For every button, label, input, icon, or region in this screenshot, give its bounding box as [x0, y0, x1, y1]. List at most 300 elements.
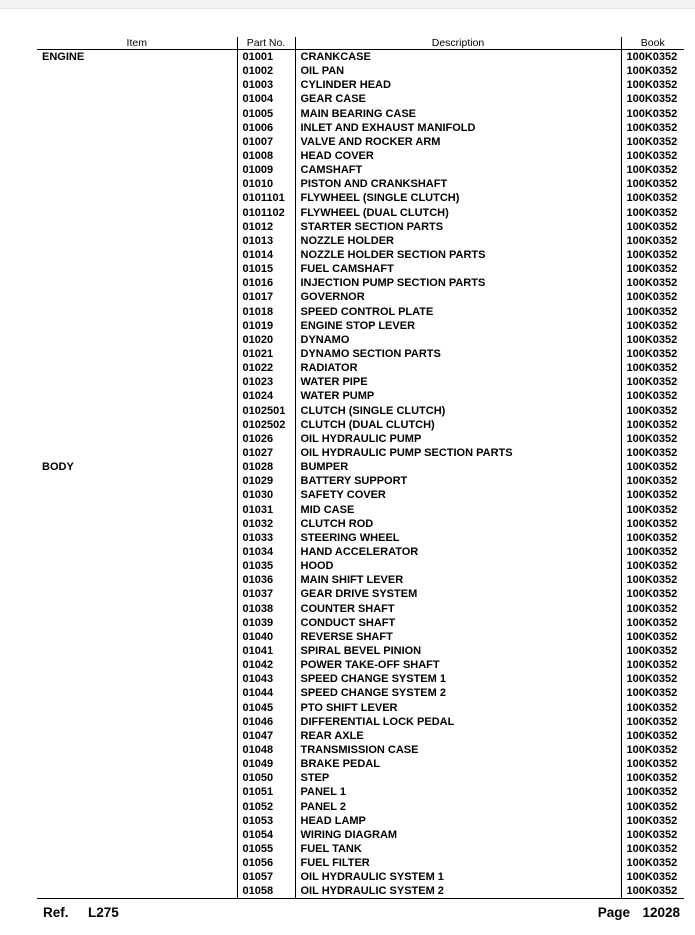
row-part-no: 0102501 — [237, 404, 295, 418]
row-book: 100K0352 — [621, 573, 684, 587]
row-part-no: 01039 — [237, 616, 295, 630]
row-part-no: 01035 — [237, 559, 295, 573]
table-row — [37, 474, 684, 488]
page-number: 12028 — [642, 905, 680, 920]
row-book: 100K0352 — [621, 474, 684, 488]
table-row — [37, 503, 684, 517]
table-row — [37, 418, 684, 432]
table-row — [37, 700, 684, 714]
page-footer — [43, 905, 680, 923]
row-description: HOOD — [295, 559, 621, 573]
row-description: DYNAMO SECTION PARTS — [295, 347, 621, 361]
row-book: 100K0352 — [621, 771, 684, 785]
row-book: 100K0352 — [621, 149, 684, 163]
row-item — [37, 361, 237, 375]
row-description: CRANKCASE — [295, 50, 621, 65]
row-part-no: 01033 — [237, 531, 295, 545]
row-item — [37, 432, 237, 446]
row-description: VALVE AND ROCKER ARM — [295, 135, 621, 149]
row-item — [37, 446, 237, 460]
row-book: 100K0352 — [621, 686, 684, 700]
row-part-no: 01023 — [237, 375, 295, 389]
row-part-no: 01052 — [237, 799, 295, 813]
ref-value: L275 — [88, 905, 119, 920]
row-description: CYLINDER HEAD — [295, 78, 621, 92]
row-item — [37, 587, 237, 601]
table-row — [37, 601, 684, 615]
row-description: FUEL FILTER — [295, 856, 621, 870]
row-part-no: 01017 — [237, 290, 295, 304]
row-part-no: 01026 — [237, 432, 295, 446]
row-item: BODY — [42, 461, 74, 474]
table-header — [37, 37, 684, 50]
row-book: 100K0352 — [621, 333, 684, 347]
row-item — [37, 78, 237, 92]
row-part-no: 01053 — [237, 814, 295, 828]
row-part-no: 01031 — [237, 503, 295, 517]
row-description: HEAD COVER — [295, 149, 621, 163]
row-item — [37, 658, 237, 672]
table-row — [37, 206, 684, 220]
row-part-no: 01019 — [237, 319, 295, 333]
row-item — [37, 616, 237, 630]
row-part-no: 01050 — [237, 771, 295, 785]
table-row — [37, 799, 684, 813]
row-book: 100K0352 — [621, 248, 684, 262]
table-row — [37, 460, 684, 474]
row-description: CLUTCH (SINGLE CLUTCH) — [295, 404, 621, 418]
row-item — [37, 814, 237, 828]
row-book: 100K0352 — [621, 814, 684, 828]
row-description: NOZZLE HOLDER SECTION PARTS — [295, 248, 621, 262]
row-description: RADIATOR — [295, 361, 621, 375]
row-description: HAND ACCELERATOR — [295, 545, 621, 559]
table-row — [37, 220, 684, 234]
table-row — [37, 715, 684, 729]
table-row — [37, 587, 684, 601]
table-row — [37, 828, 684, 842]
row-description: OIL PAN — [295, 64, 621, 78]
row-part-no: 01043 — [237, 672, 295, 686]
row-book: 100K0352 — [621, 375, 684, 389]
row-item — [37, 644, 237, 658]
row-description: OIL HYDRAULIC PUMP — [295, 432, 621, 446]
table-row — [37, 50, 684, 65]
table-row — [37, 771, 684, 785]
row-description: NOZZLE HOLDER — [295, 234, 621, 248]
row-book: 100K0352 — [621, 92, 684, 106]
row-item — [37, 672, 237, 686]
row-item — [37, 488, 237, 502]
table-row — [37, 121, 684, 135]
row-part-no: 01044 — [237, 686, 295, 700]
row-item — [37, 64, 237, 78]
row-part-no: 01018 — [237, 305, 295, 319]
row-book: 100K0352 — [621, 559, 684, 573]
header-item: Item — [37, 37, 237, 50]
row-item — [37, 404, 237, 418]
row-item — [37, 347, 237, 361]
row-description: REVERSE SHAFT — [295, 630, 621, 644]
row-book: 100K0352 — [621, 545, 684, 559]
row-part-no: 01042 — [237, 658, 295, 672]
table-row — [37, 658, 684, 672]
row-book: 100K0352 — [621, 531, 684, 545]
row-part-no: 01048 — [237, 743, 295, 757]
row-part-no: 01055 — [237, 842, 295, 856]
parts-table — [37, 37, 684, 899]
row-part-no: 01032 — [237, 517, 295, 531]
row-item — [37, 884, 237, 899]
row-description: ENGINE STOP LEVER — [295, 319, 621, 333]
row-book: 100K0352 — [621, 658, 684, 672]
table-row — [37, 191, 684, 205]
row-description: SPEED CHANGE SYSTEM 2 — [295, 686, 621, 700]
row-book: 100K0352 — [621, 347, 684, 361]
row-part-no: 01058 — [237, 884, 295, 899]
row-item — [37, 531, 237, 545]
row-part-no: 01040 — [237, 630, 295, 644]
page-top-border — [0, 0, 695, 9]
table-row — [37, 262, 684, 276]
row-description: PTO SHIFT LEVER — [295, 700, 621, 714]
table-row — [37, 107, 684, 121]
row-item — [37, 290, 237, 304]
row-description: MAIN BEARING CASE — [295, 107, 621, 121]
row-description: DYNAMO — [295, 333, 621, 347]
table-row — [37, 319, 684, 333]
row-description: OIL HYDRAULIC PUMP SECTION PARTS — [295, 446, 621, 460]
row-description: FUEL CAMSHAFT — [295, 262, 621, 276]
table-row — [37, 163, 684, 177]
row-part-no: 01014 — [237, 248, 295, 262]
table-row — [37, 743, 684, 757]
row-book: 100K0352 — [621, 743, 684, 757]
row-item — [37, 799, 237, 813]
row-book: 100K0352 — [621, 418, 684, 432]
row-book: 100K0352 — [621, 884, 684, 899]
row-book: 100K0352 — [621, 135, 684, 149]
row-item — [37, 305, 237, 319]
row-item — [37, 333, 237, 347]
table-row — [37, 333, 684, 347]
row-book: 100K0352 — [621, 700, 684, 714]
table-row — [37, 488, 684, 502]
row-item — [37, 206, 237, 220]
table-row — [37, 305, 684, 319]
row-book: 100K0352 — [621, 601, 684, 615]
row-item — [37, 715, 237, 729]
row-description: INLET AND EXHAUST MANIFOLD — [295, 121, 621, 135]
row-item — [37, 389, 237, 403]
row-description: GEAR CASE — [295, 92, 621, 106]
row-book: 100K0352 — [621, 389, 684, 403]
row-book: 100K0352 — [621, 50, 684, 65]
row-item — [37, 856, 237, 870]
row-part-no: 01005 — [237, 107, 295, 121]
row-part-no: 0101101 — [237, 191, 295, 205]
row-description: WATER PIPE — [295, 375, 621, 389]
row-part-no: 01002 — [237, 64, 295, 78]
row-item — [37, 517, 237, 531]
table-row — [37, 842, 684, 856]
row-item — [37, 375, 237, 389]
row-description: TRANSMISSION CASE — [295, 743, 621, 757]
row-description: STEP — [295, 771, 621, 785]
row-part-no: 01051 — [237, 785, 295, 799]
row-item — [37, 107, 237, 121]
row-item — [37, 771, 237, 785]
ref-label: Ref. — [43, 905, 69, 920]
table-row — [37, 177, 684, 191]
row-description: SPIRAL BEVEL PINION — [295, 644, 621, 658]
row-part-no: 01028 — [237, 460, 295, 474]
row-book: 100K0352 — [621, 785, 684, 799]
row-item — [37, 276, 237, 290]
row-part-no: 01056 — [237, 856, 295, 870]
row-item — [37, 545, 237, 559]
table-row — [37, 234, 684, 248]
table-row — [37, 686, 684, 700]
row-part-no: 01010 — [237, 177, 295, 191]
row-item — [37, 135, 237, 149]
row-item — [37, 785, 237, 799]
table-row — [37, 248, 684, 262]
row-book: 100K0352 — [621, 842, 684, 856]
row-book: 100K0352 — [621, 587, 684, 601]
row-description: BRAKE PEDAL — [295, 757, 621, 771]
row-item — [37, 757, 237, 771]
table-row — [37, 870, 684, 884]
table-row — [37, 78, 684, 92]
row-book: 100K0352 — [621, 78, 684, 92]
table-row — [37, 884, 684, 899]
table-row — [37, 446, 684, 460]
header-part-no: Part No. — [237, 37, 295, 50]
table-row — [37, 149, 684, 163]
row-item — [37, 234, 237, 248]
table-row — [37, 517, 684, 531]
row-book: 100K0352 — [621, 361, 684, 375]
row-description: COUNTER SHAFT — [295, 601, 621, 615]
row-part-no: 01057 — [237, 870, 295, 884]
row-book: 100K0352 — [621, 828, 684, 842]
row-book: 100K0352 — [621, 107, 684, 121]
row-book: 100K0352 — [621, 290, 684, 304]
table-row — [37, 389, 684, 403]
table-row — [37, 644, 684, 658]
row-description: SPEED CONTROL PLATE — [295, 305, 621, 319]
row-item — [37, 559, 237, 573]
row-item — [37, 149, 237, 163]
row-part-no: 01041 — [237, 644, 295, 658]
row-item — [37, 870, 237, 884]
table-row — [37, 276, 684, 290]
row-part-no: 01037 — [237, 587, 295, 601]
row-item — [37, 248, 237, 262]
row-part-no: 01001 — [237, 50, 295, 65]
row-book: 100K0352 — [621, 715, 684, 729]
row-item — [37, 474, 237, 488]
row-description: INJECTION PUMP SECTION PARTS — [295, 276, 621, 290]
row-item — [37, 177, 237, 191]
row-part-no: 01036 — [237, 573, 295, 587]
row-part-no: 01020 — [237, 333, 295, 347]
row-part-no: 01013 — [237, 234, 295, 248]
row-book: 100K0352 — [621, 305, 684, 319]
row-book: 100K0352 — [621, 757, 684, 771]
row-book: 100K0352 — [621, 799, 684, 813]
table-row — [37, 404, 684, 418]
row-part-no: 01027 — [237, 446, 295, 460]
row-description: OIL HYDRAULIC SYSTEM 1 — [295, 870, 621, 884]
row-book: 100K0352 — [621, 870, 684, 884]
row-book: 100K0352 — [621, 729, 684, 743]
header-book: Book — [621, 37, 684, 50]
row-description: PANEL 1 — [295, 785, 621, 799]
row-part-no: 0102502 — [237, 418, 295, 432]
row-part-no: 01009 — [237, 163, 295, 177]
row-part-no: 01012 — [237, 220, 295, 234]
row-description: MID CASE — [295, 503, 621, 517]
table-row — [37, 545, 684, 559]
row-description: PISTON AND CRANKSHAFT — [295, 177, 621, 191]
table-row — [37, 64, 684, 78]
row-book: 100K0352 — [621, 64, 684, 78]
row-book: 100K0352 — [621, 234, 684, 248]
row-item — [37, 503, 237, 517]
row-part-no: 01038 — [237, 601, 295, 615]
table-row — [37, 531, 684, 545]
row-book: 100K0352 — [621, 460, 684, 474]
row-book: 100K0352 — [621, 446, 684, 460]
table-row — [37, 785, 684, 799]
row-part-no: 01021 — [237, 347, 295, 361]
row-description: CLUTCH (DUAL CLUTCH) — [295, 418, 621, 432]
row-description: STARTER SECTION PARTS — [295, 220, 621, 234]
row-part-no: 0101102 — [237, 206, 295, 220]
row-item — [37, 842, 237, 856]
table-row — [37, 573, 684, 587]
table-row — [37, 347, 684, 361]
row-part-no: 01054 — [237, 828, 295, 842]
row-book: 100K0352 — [621, 276, 684, 290]
row-item — [37, 700, 237, 714]
row-book: 100K0352 — [621, 404, 684, 418]
row-part-no: 01015 — [237, 262, 295, 276]
row-description: HEAD LAMP — [295, 814, 621, 828]
table-row — [37, 757, 684, 771]
row-part-no: 01030 — [237, 488, 295, 502]
row-item — [37, 828, 237, 842]
table-row — [37, 630, 684, 644]
row-description: CLUTCH ROD — [295, 517, 621, 531]
row-item — [37, 729, 237, 743]
table-row — [37, 559, 684, 573]
row-item — [37, 121, 237, 135]
row-description: POWER TAKE-OFF SHAFT — [295, 658, 621, 672]
table-row — [37, 361, 684, 375]
row-item — [37, 262, 237, 276]
row-book: 100K0352 — [621, 262, 684, 276]
table-row — [37, 92, 684, 106]
row-part-no: 01024 — [237, 389, 295, 403]
row-part-no: 01022 — [237, 361, 295, 375]
table-row — [37, 290, 684, 304]
row-description: REAR AXLE — [295, 729, 621, 743]
row-book: 100K0352 — [621, 220, 684, 234]
row-description: WIRING DIAGRAM — [295, 828, 621, 842]
row-book: 100K0352 — [621, 177, 684, 191]
row-description: CAMSHAFT — [295, 163, 621, 177]
row-description: CONDUCT SHAFT — [295, 616, 621, 630]
row-book: 100K0352 — [621, 206, 684, 220]
row-part-no: 01004 — [237, 92, 295, 106]
table-row — [37, 729, 684, 743]
row-description: WATER PUMP — [295, 389, 621, 403]
row-book: 100K0352 — [621, 432, 684, 446]
row-part-no: 01045 — [237, 700, 295, 714]
table-row — [37, 814, 684, 828]
table-body — [37, 50, 684, 899]
header-description: Description — [295, 37, 621, 50]
table-row — [37, 432, 684, 446]
header-row — [37, 37, 684, 50]
row-description: FLYWHEEL (DUAL CLUTCH) — [295, 206, 621, 220]
row-book: 100K0352 — [621, 121, 684, 135]
row-part-no: 01029 — [237, 474, 295, 488]
row-part-no: 01034 — [237, 545, 295, 559]
row-item — [37, 743, 237, 757]
row-book: 100K0352 — [621, 856, 684, 870]
row-book: 100K0352 — [621, 163, 684, 177]
row-item — [37, 92, 237, 106]
table-row — [37, 616, 684, 630]
row-item — [37, 163, 237, 177]
row-item: ENGINE — [42, 51, 85, 64]
table-row — [37, 672, 684, 686]
row-item — [37, 686, 237, 700]
row-description: DIFFERENTIAL LOCK PEDAL — [295, 715, 621, 729]
table-row — [37, 856, 684, 870]
row-description: FUEL TANK — [295, 842, 621, 856]
row-item — [37, 220, 237, 234]
row-book: 100K0352 — [621, 517, 684, 531]
row-part-no: 01047 — [237, 729, 295, 743]
row-description: MAIN SHIFT LEVER — [295, 573, 621, 587]
row-item — [37, 418, 237, 432]
row-book: 100K0352 — [621, 630, 684, 644]
row-item — [37, 573, 237, 587]
row-book: 100K0352 — [621, 191, 684, 205]
row-item — [37, 630, 237, 644]
row-book: 100K0352 — [621, 644, 684, 658]
row-description: GOVERNOR — [295, 290, 621, 304]
row-part-no: 01008 — [237, 149, 295, 163]
row-item — [37, 319, 237, 333]
row-description: GEAR DRIVE SYSTEM — [295, 587, 621, 601]
row-item — [37, 191, 237, 205]
row-book: 100K0352 — [621, 488, 684, 502]
row-description: OIL HYDRAULIC SYSTEM 2 — [295, 884, 621, 899]
row-part-no: 01016 — [237, 276, 295, 290]
row-description: BATTERY SUPPORT — [295, 474, 621, 488]
page-label: Page — [597, 905, 630, 920]
row-part-no: 01007 — [237, 135, 295, 149]
row-part-no: 01006 — [237, 121, 295, 135]
row-part-no: 01046 — [237, 715, 295, 729]
row-description: FLYWHEEL (SINGLE CLUTCH) — [295, 191, 621, 205]
